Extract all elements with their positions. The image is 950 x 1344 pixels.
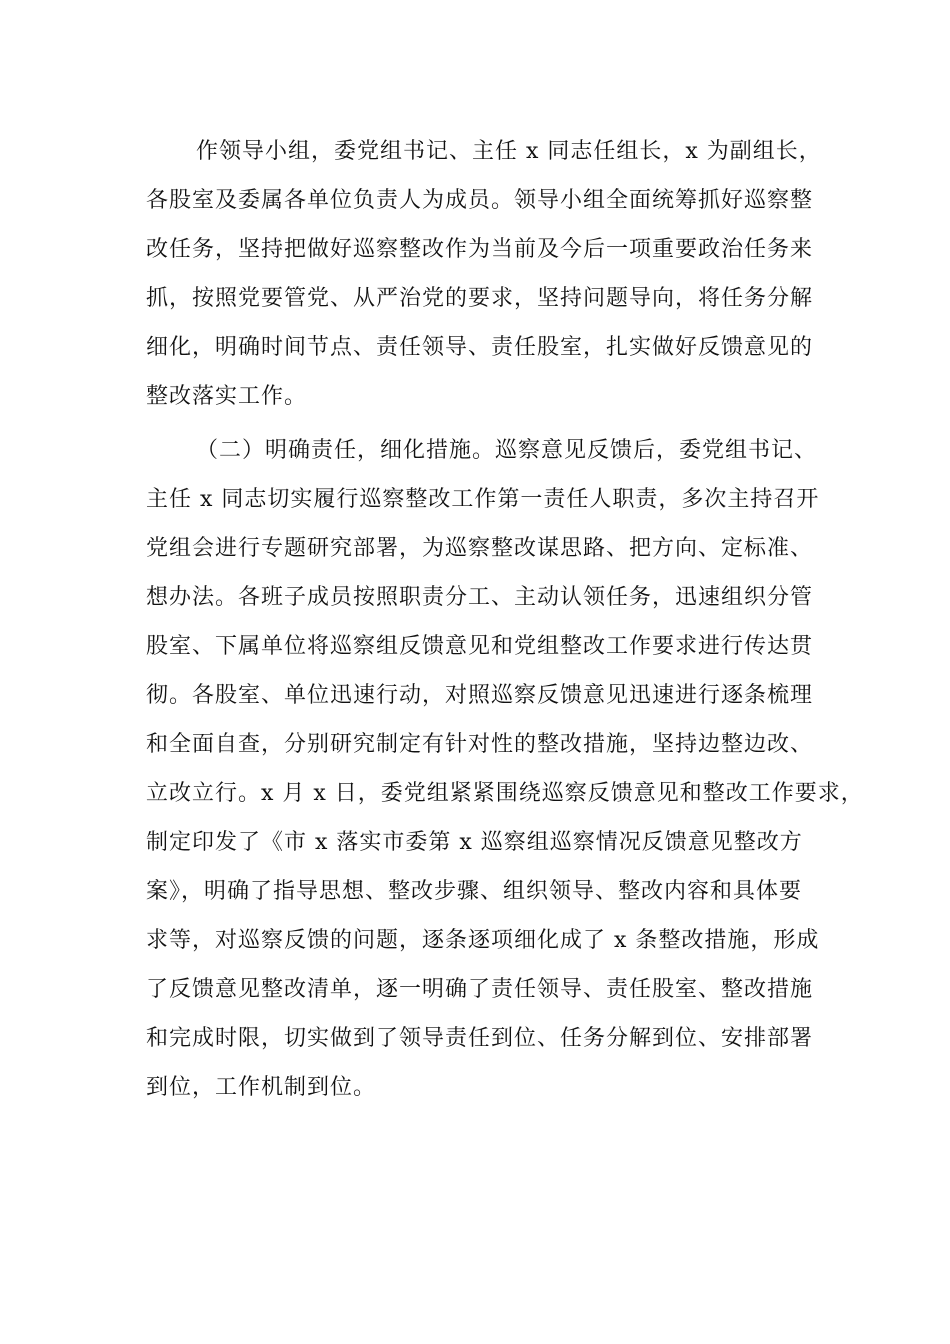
- paragraph-2-line-11: 求等，对巡察反馈的问题，逐条逐项细化成了 x 条整改措施，形成: [146, 928, 820, 953]
- paragraph-2-line-1: （二）明确责任，细化措施。巡察意见反馈后，委党组书记、: [196, 438, 818, 463]
- paragraph-1-line-2: 各股室及委属各单位负责人为成员。领导小组全面统筹抓好巡察整: [146, 188, 814, 213]
- paragraph-1-line-6: 整改落实工作。: [146, 384, 308, 409]
- paragraph-2-line-5: 股室、下属单位将巡察组反馈意见和党组整改工作要求进行传达贯: [146, 634, 814, 659]
- paragraph-2-line-12: 了反馈意见整改清单，逐一明确了责任领导、责任股室、整改措施: [146, 977, 814, 1002]
- paragraph-2-line-6: 彻。各股室、单位迅速行动，对照巡察反馈意见迅速进行逐条梳理: [146, 683, 814, 708]
- paragraph-2-line-7: 和全面自查，分别研究制定有针对性的整改措施，坚持边整边改、: [146, 732, 814, 757]
- paragraph-2-line-3: 党组会进行专题研究部署，为巡察整改谋思路、把方向、定标准、: [146, 536, 814, 561]
- paragraph-1-line-5: 细化，明确时间节点、责任领导、责任股室，扎实做好反馈意见的: [146, 335, 814, 360]
- paragraph-1-line-1: 作领导小组，委党组书记、主任 x 同志任组长，x 为副组长，: [196, 139, 822, 164]
- paragraph-2-line-9: 制定印发了《市 x 落实市委第 x 巡察组巡察情况反馈意见整改方: [146, 830, 803, 855]
- paragraph-1-line-4: 抓，按照党要管党、从严治党的要求，坚持问题导向，将任务分解: [146, 286, 814, 311]
- paragraph-2-line-14: 到位，工作机制到位。: [146, 1075, 377, 1100]
- paragraph-2-line-13: 和完成时限，切实做到了领导责任到位、任务分解到位、安排部署: [146, 1026, 814, 1051]
- paragraph-2-line-4: 想办法。各班子成员按照职责分工、主动认领任务，迅速组织分管: [146, 585, 814, 610]
- paragraph-2-line-10: 案》，明确了指导思想、整改步骤、组织领导、整改内容和具体要: [146, 879, 803, 904]
- paragraph-2-line-2: 主任 x 同志切实履行巡察整改工作第一责任人职责，多次主持召开: [146, 487, 820, 512]
- paragraph-2-line-8: 立改立行。x 月 x 日，委党组紧紧围绕巡察反馈意见和整改工作要求，: [146, 781, 864, 806]
- paragraph-1-line-3: 改任务，坚持把做好巡察整改作为当前及今后一项重要政治任务来: [146, 237, 814, 262]
